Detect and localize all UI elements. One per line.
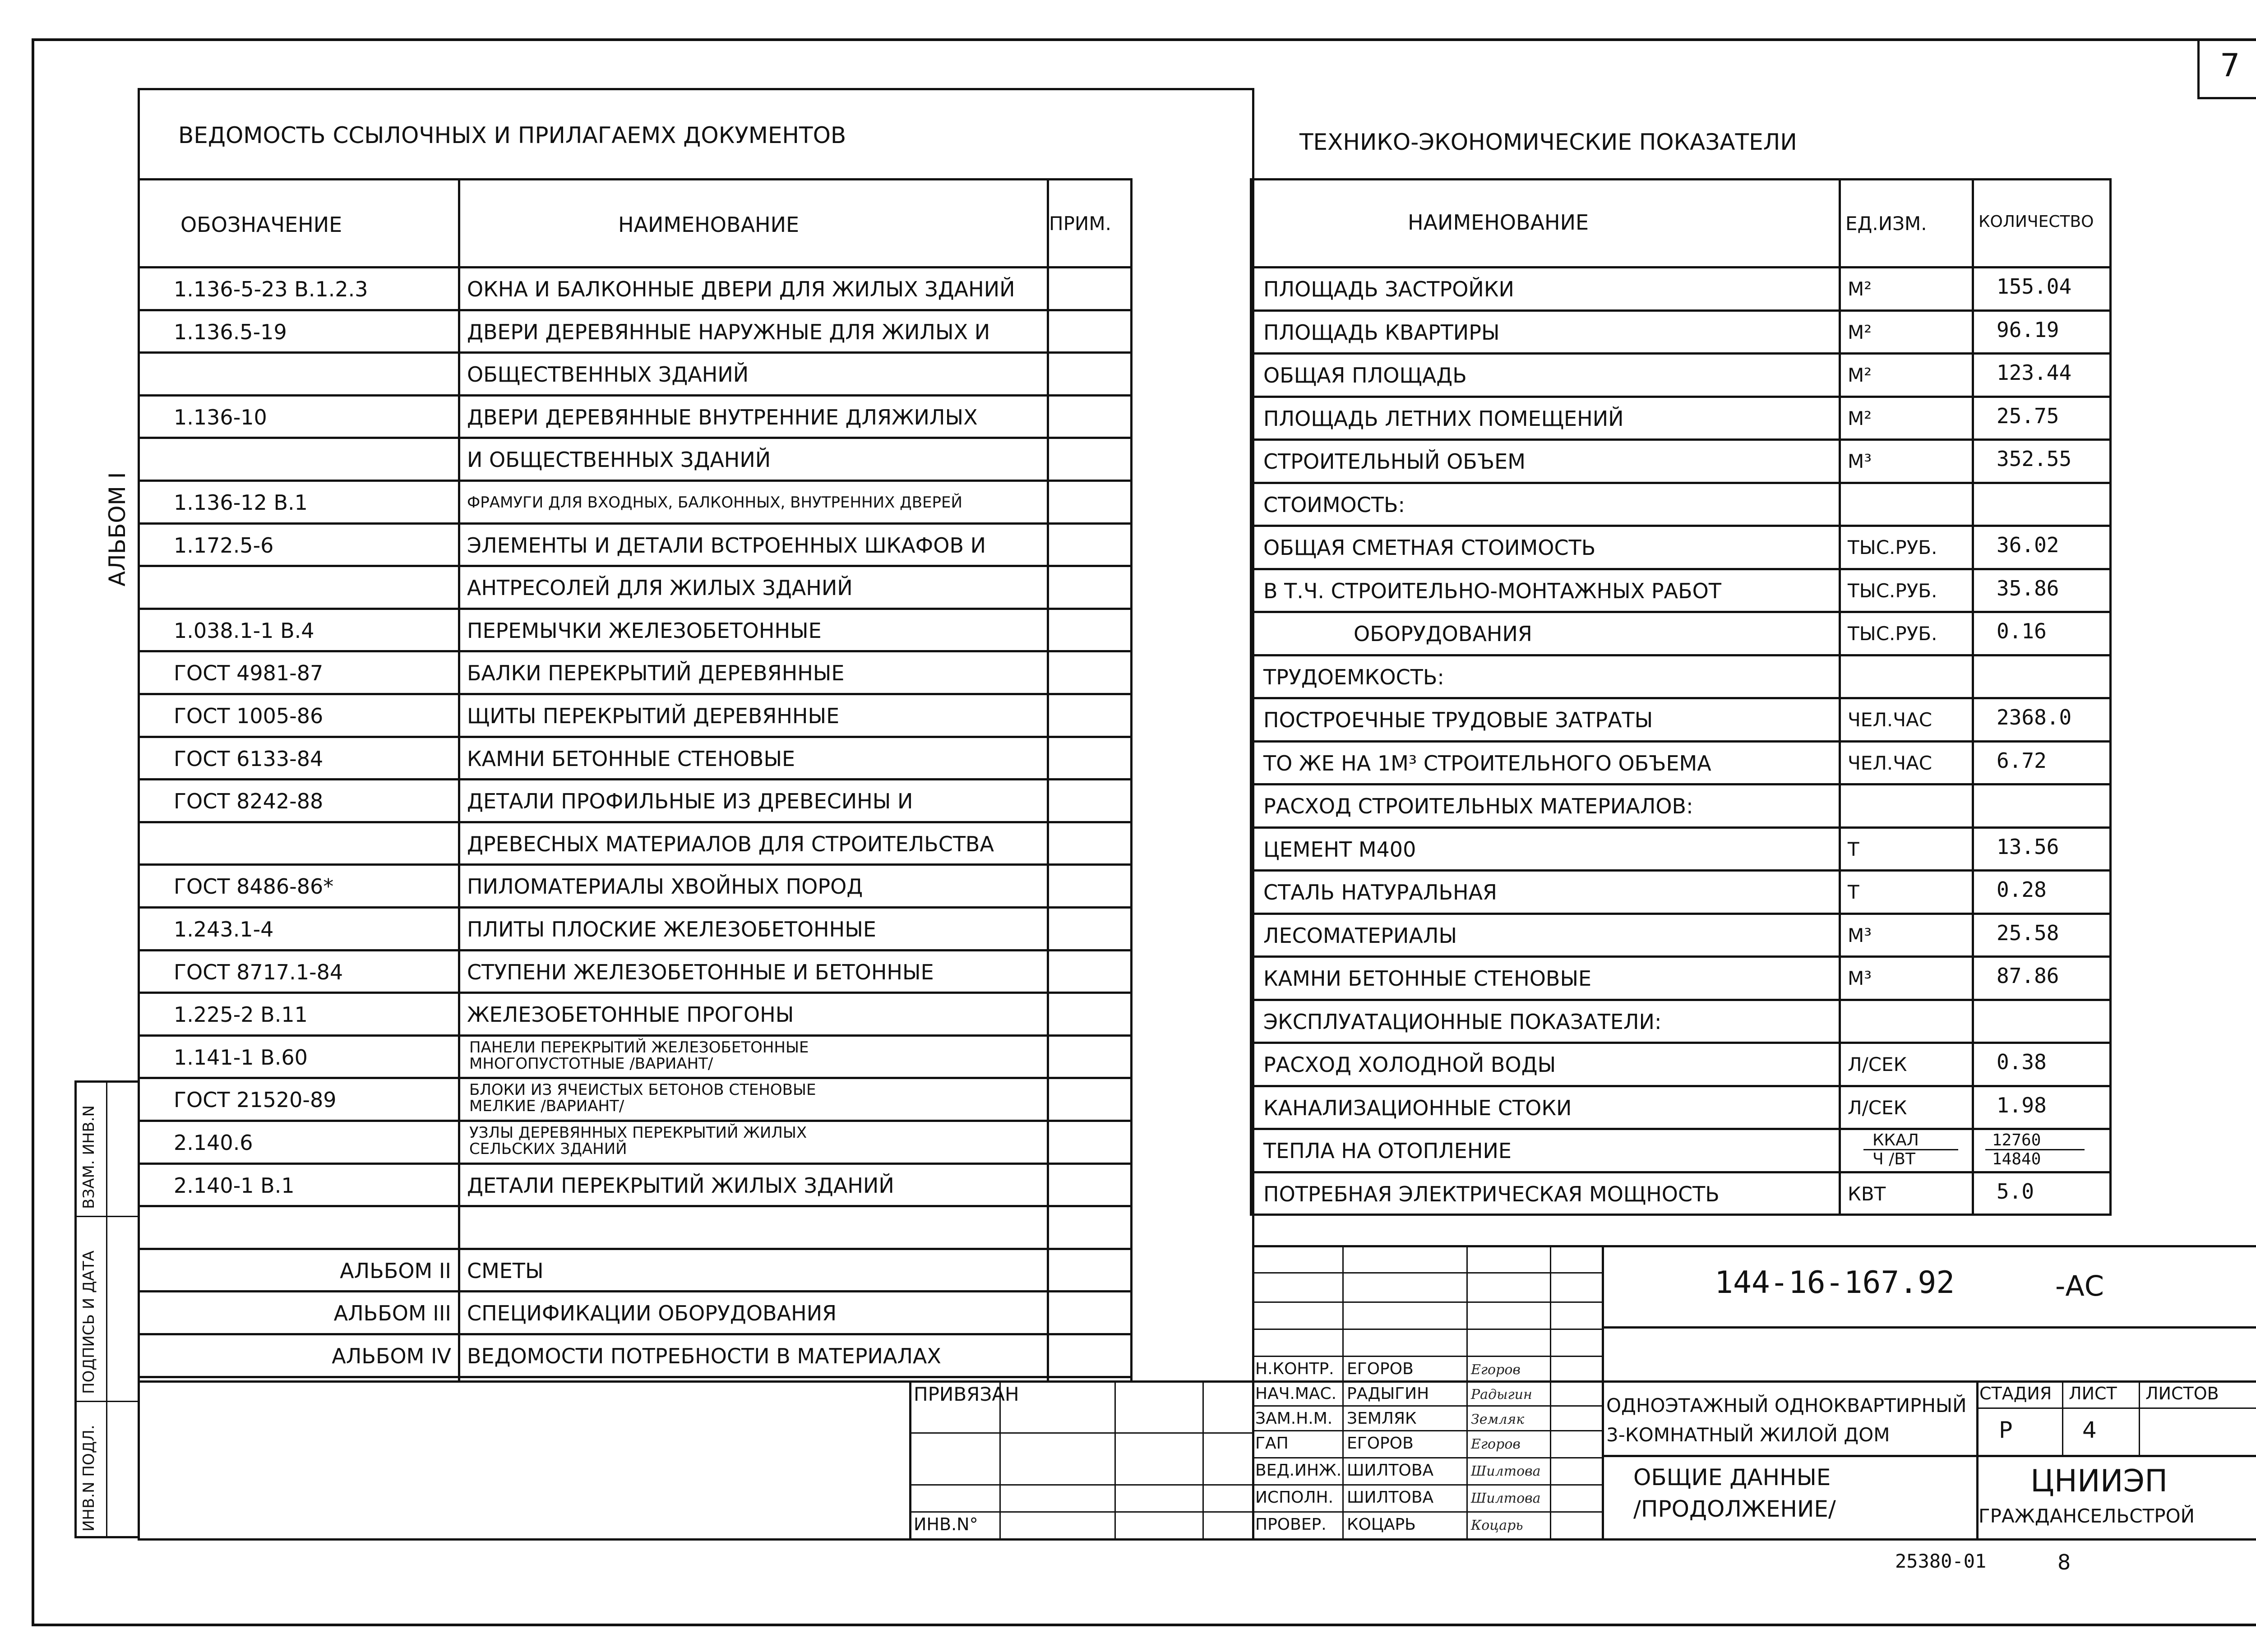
ind-name: КАНАЛИЗАЦИОННЫЕ СТОКИ bbox=[1263, 1096, 1572, 1120]
ind-unit: ТЫС.РУБ. bbox=[1848, 623, 1937, 645]
ind-qty: 352.55 bbox=[1997, 447, 2072, 471]
doc-name-cont: МЕЛКИЕ /ВАРИАНТ/ bbox=[469, 1097, 624, 1115]
ind-row-line bbox=[1250, 783, 2112, 785]
doc-name: КАМНИ БЕТОННЫЕ СТЕНОВЫЕ bbox=[467, 747, 795, 771]
doc-name: ПАНЕЛИ ПЕРЕКРЫТИЙ ЖЕЛЕЗОБЕТОННЫЕ bbox=[469, 1038, 809, 1057]
doc-name: СМЕТЫ bbox=[467, 1259, 544, 1283]
ind-qty: 123.44 bbox=[1997, 360, 2072, 385]
ind-header-qty: КОЛИЧЕСТВО bbox=[1979, 212, 2094, 231]
doc-designation: АЛЬБОМ III bbox=[333, 1301, 451, 1325]
ind-qty: 25.75 bbox=[1997, 404, 2059, 428]
doc-name: ОБЩЕСТВЕННЫХ ЗДАНИЙ bbox=[467, 362, 749, 387]
ind-qty: 25.58 bbox=[1997, 921, 2059, 945]
doc-row-line bbox=[138, 1120, 1130, 1122]
doc-name: ПЕРЕМЫЧКИ ЖЕЛЕЗОБЕТОННЫЕ bbox=[467, 618, 822, 643]
ind-qty: 0.28 bbox=[1997, 877, 2047, 902]
doc-name: ДРЕВЕСНЫХ МАТЕРИАЛОВ ДЛЯ СТРОИТЕЛЬСТВА bbox=[467, 832, 994, 856]
sheets-label: ЛИСТОВ bbox=[2145, 1384, 2219, 1403]
ind-qty: 13.56 bbox=[1997, 835, 2059, 859]
doc-row-line bbox=[138, 778, 1130, 780]
ind-row-line bbox=[1250, 1085, 2112, 1087]
ind-qty: 35.86 bbox=[1997, 576, 2059, 600]
ind-unit-denominator: Ч /ВТ bbox=[1872, 1150, 1915, 1168]
doc-row-line bbox=[138, 906, 1130, 909]
doc-designation: АЛЬБОМ II bbox=[340, 1259, 451, 1283]
ind-row-line bbox=[1250, 955, 2112, 958]
ind-header-unit: ЕД.ИЗМ. bbox=[1845, 212, 1927, 235]
doc-header-name: НАИМЕНОВАНИЕ bbox=[618, 212, 800, 237]
ind-name: ТРУДОЕМКОСТЬ: bbox=[1263, 665, 1444, 689]
ind-name: РАСХОД ХОЛОДНОЙ ВОДЫ bbox=[1263, 1052, 1556, 1077]
doc-designation: 2.140.6 bbox=[174, 1131, 253, 1155]
ind-unit: М³ bbox=[1848, 450, 1872, 472]
role-person: ШИЛТОВА bbox=[1347, 1461, 1434, 1480]
ind-qty: 0.16 bbox=[1997, 619, 2047, 643]
ind-unit: Л/СЕК bbox=[1848, 1097, 1907, 1119]
ind-unit: Л/СЕК bbox=[1848, 1053, 1907, 1075]
doc-name: СТУПЕНИ ЖЕЛЕЗОБЕТОННЫЕ И БЕТОННЫЕ bbox=[467, 960, 934, 984]
ind-unit: ТЫС.РУБ. bbox=[1848, 580, 1937, 602]
doc-row-line bbox=[138, 693, 1130, 695]
doc-row-line bbox=[138, 1205, 1130, 1207]
ind-name: ПОСТРОЕЧНЫЕ ТРУДОВЫЕ ЗАТРАТЫ bbox=[1263, 708, 1653, 732]
doc-row-line bbox=[138, 1248, 1130, 1250]
doc-name: ВЕДОМОСТИ ПОТРЕБНОСТИ В МАТЕРИАЛАХ bbox=[467, 1344, 941, 1368]
doc-designation: АЛЬБОМ IV bbox=[332, 1344, 451, 1368]
signature: Егоров bbox=[1471, 1436, 1521, 1452]
doc-name: ПИЛОМАТЕРИАЛЫ ХВОЙНЫХ ПОРОД bbox=[467, 874, 863, 899]
signature: Земляк bbox=[1471, 1412, 1525, 1427]
doc-name: АНТРЕСОЛЕЙ ДЛЯ ЖИЛЫХ ЗДАНИЙ bbox=[467, 576, 853, 600]
ind-qty: 1.98 bbox=[1997, 1093, 2047, 1117]
role-label: ГАП bbox=[1255, 1434, 1289, 1453]
ind-row-line bbox=[1250, 999, 2112, 1001]
ind-unit: М² bbox=[1848, 407, 1872, 429]
ind-row-line bbox=[1250, 913, 2112, 915]
ind-row-line bbox=[1250, 697, 2112, 699]
ind-name: ПОТРЕБНАЯ ЭЛЕКТРИЧЕСКАЯ МОЩНОСТЬ bbox=[1263, 1182, 1720, 1206]
doc-name: ДЕТАЛИ ПЕРЕКРЫТИЙ ЖИЛЫХ ЗДАНИЙ bbox=[467, 1173, 894, 1198]
footer-code: 25380-01 bbox=[1895, 1550, 1987, 1572]
ind-name: ОБЩАЯ СМЕТНАЯ СТОИМОСТЬ bbox=[1263, 535, 1596, 560]
ind-row-line bbox=[1250, 396, 2112, 398]
ind-row-line bbox=[1250, 740, 2112, 743]
role-person: ЗЕМЛЯК bbox=[1347, 1409, 1417, 1428]
ind-qty: 36.02 bbox=[1997, 533, 2059, 557]
doc-designation: 1.136-10 bbox=[174, 405, 267, 429]
doc-designation: 1.172.5-6 bbox=[174, 533, 274, 558]
sheet-title-line2: /ПРОДОЛЖЕНИЕ/ bbox=[1633, 1496, 1836, 1522]
ind-name: СТРОИТЕЛЬНЫЙ ОБЪЕМ bbox=[1263, 449, 1526, 474]
doc-designation: 1.136-12 В.1 bbox=[174, 490, 308, 515]
doc-name: ПЛИТЫ ПЛОСКИЕ ЖЕЛЕЗОБЕТОННЫЕ bbox=[467, 917, 876, 941]
doc-row-line bbox=[138, 736, 1130, 738]
doc-row-line bbox=[138, 1077, 1130, 1079]
doc-row-line bbox=[138, 437, 1130, 439]
ind-unit: ККАЛ bbox=[1872, 1131, 1919, 1149]
doc-name: БЛОКИ ИЗ ЯЧЕИСТЫХ БЕТОНОВ СТЕНОВЫЕ bbox=[469, 1081, 816, 1099]
ind-row-line bbox=[1250, 309, 2112, 312]
signature: Радыгин bbox=[1471, 1387, 1532, 1403]
doc-row-line bbox=[138, 863, 1130, 866]
doc-row-line bbox=[138, 480, 1130, 482]
doc-row-line bbox=[138, 1290, 1130, 1292]
doc-row-line bbox=[138, 608, 1130, 610]
signature: Шилтова bbox=[1471, 1490, 1541, 1506]
doc-designation: ГОСТ 1005-86 bbox=[174, 704, 324, 728]
ind-header-name: НАИМЕНОВАНИЕ bbox=[1408, 210, 1589, 235]
object-line1: ОДНОЭТАЖНЫЙ ОДНОКВАРТИРНЫЙ bbox=[1606, 1394, 1967, 1417]
doc-designation: ГОСТ 4981-87 bbox=[174, 661, 324, 685]
role-label: ИСПОЛН. bbox=[1255, 1488, 1334, 1507]
doc-name: ДВЕРИ ДЕРЕВЯННЫЕ НАРУЖНЫЕ ДЛЯ ЖИЛЫХ И bbox=[467, 320, 990, 344]
ind-qty: 6.72 bbox=[1997, 748, 2047, 773]
ind-qty: 12760 bbox=[1992, 1131, 2041, 1149]
ind-name: ТО ЖЕ НА 1М³ СТРОИТЕЛЬНОГО ОБЪЕМА bbox=[1263, 751, 1711, 775]
ind-row-line bbox=[1250, 482, 2112, 484]
doc-row-line bbox=[138, 1163, 1130, 1165]
doc-frame-left bbox=[138, 88, 140, 1538]
doc-name-cont: МНОГОПУСТОТНЫЕ /ВАРИАНТ/ bbox=[469, 1055, 713, 1073]
role-person: КОЦАРЬ bbox=[1347, 1515, 1416, 1534]
role-label: ПРОВЕР. bbox=[1255, 1515, 1327, 1534]
signature: Шилтова bbox=[1471, 1463, 1541, 1479]
sheet-label: ЛИСТ bbox=[2069, 1384, 2117, 1403]
doc-row-line bbox=[138, 1034, 1130, 1037]
doc-name: ОКНА И БАЛКОННЫЕ ДВЕРИ ДЛЯ ЖИЛЫХ ЗДАНИЙ bbox=[467, 277, 1015, 301]
ind-row-line bbox=[1250, 1128, 2112, 1130]
ind-name: СТОИМОСТЬ: bbox=[1263, 493, 1405, 517]
doc-name: И ОБЩЕСТВЕННЫХ ЗДАНИЙ bbox=[467, 448, 771, 472]
doc-row-line bbox=[138, 394, 1130, 397]
doc-designation: 1.038.1-1 В.4 bbox=[174, 618, 314, 643]
doc-row-line bbox=[138, 1333, 1130, 1335]
ind-name: ОБЩАЯ ПЛОЩАДЬ bbox=[1263, 363, 1467, 388]
ind-unit: М² bbox=[1848, 321, 1872, 343]
doc-row-line bbox=[138, 1376, 1130, 1378]
role-person: ШИЛТОВА bbox=[1347, 1488, 1434, 1507]
doc-name: ЩИТЫ ПЕРЕКРЫТИЙ ДЕРЕВЯННЫЕ bbox=[467, 704, 840, 728]
sheet-title-line1: ОБЩИЕ ДАННЫЕ bbox=[1633, 1464, 1831, 1490]
footer-number: 8 bbox=[2057, 1550, 2071, 1574]
ind-qty: 87.86 bbox=[1997, 964, 2059, 988]
doc-name: СПЕЦИФИКАЦИИ ОБОРУДОВАНИЯ bbox=[467, 1301, 837, 1325]
object-line2: 3-КОМНАТНЫЙ ЖИЛОЙ ДОМ bbox=[1606, 1424, 1890, 1446]
album-label: АЛЬБОМ I bbox=[104, 472, 130, 586]
ind-name: В Т.Ч. СТРОИТЕЛЬНО-МОНТАЖНЫХ РАБОТ bbox=[1263, 579, 1721, 603]
ind-name: ОБОРУДОВАНИЯ bbox=[1354, 622, 1532, 646]
doc-row-line bbox=[138, 309, 1130, 311]
doc-name: ДЕТАЛИ ПРОФИЛЬНЫЕ ИЗ ДРЕВЕСИНЫ И bbox=[467, 789, 913, 813]
document-code: 144-16-167.92 bbox=[1715, 1265, 1955, 1301]
ind-row-line bbox=[1250, 438, 2112, 441]
ind-row-line bbox=[1250, 826, 2112, 829]
inv-no-label: ИНВ.N° bbox=[914, 1514, 978, 1534]
doc-name: ДВЕРИ ДЕРЕВЯННЫЕ ВНУТРЕННИЕ ДЛЯЖИЛЫХ bbox=[467, 405, 978, 429]
doc-header-note: ПРИМ. bbox=[1049, 212, 1111, 235]
org-line1: ЦНИИЭП bbox=[2030, 1463, 2168, 1499]
doc-designation: 1.136.5-19 bbox=[174, 320, 287, 344]
document-code-suffix: -АС bbox=[2055, 1269, 2104, 1302]
role-label: ВЕД.ИНЖ. bbox=[1255, 1461, 1342, 1480]
ind-name: ТЕПЛА НА ОТОПЛЕНИЕ bbox=[1263, 1139, 1512, 1163]
doc-designation: ГОСТ 6133-84 bbox=[174, 747, 324, 771]
role-person: ЕГОРОВ bbox=[1347, 1434, 1414, 1453]
doc-row-line bbox=[138, 949, 1130, 951]
org-line2: ГРАЖДАНСЕЛЬСТРОЙ bbox=[1979, 1505, 2195, 1527]
ind-row-line bbox=[1250, 611, 2112, 613]
stage-label: СТАДИЯ bbox=[1979, 1384, 2052, 1403]
ind-qty: 2368.0 bbox=[1997, 705, 2072, 729]
ind-unit: ЧЕЛ.ЧАС bbox=[1848, 752, 1932, 774]
doc-row-line bbox=[138, 522, 1130, 525]
ind-unit: М² bbox=[1848, 364, 1872, 386]
role-label: ЗАМ.Н.М. bbox=[1255, 1409, 1333, 1428]
role-label: Н.КОНТР. bbox=[1255, 1360, 1334, 1378]
ind-row-line bbox=[1250, 568, 2112, 570]
ind-qty: 5.0 bbox=[1997, 1179, 2034, 1204]
documents-title: ВЕДОМОСТЬ ССЫЛОЧНЫХ И ПРИЛАГАЕМХ ДОКУМЕНТОВ bbox=[178, 122, 846, 148]
doc-designation: ГОСТ 21520-89 bbox=[174, 1088, 337, 1112]
doc-designation: ГОСТ 8242-88 bbox=[174, 789, 324, 813]
ind-row-line bbox=[1250, 1042, 2112, 1044]
ind-qty-denominator: 14840 bbox=[1992, 1150, 2041, 1168]
doc-name: ФРАМУГИ ДЛЯ ВХОДНЫХ, БАЛКОННЫХ, ВНУТРЕННИХ ДВЕРЕЙ bbox=[467, 494, 962, 512]
ind-row-line bbox=[1250, 654, 2112, 656]
ind-name: СТАЛЬ НАТУРАЛЬНАЯ bbox=[1263, 880, 1498, 904]
ind-qty: 155.04 bbox=[1997, 274, 2072, 299]
ind-row-line bbox=[1250, 525, 2112, 527]
doc-name: ЭЛЕМЕНТЫ И ДЕТАЛИ ВСТРОЕННЫХ ШКАФОВ И bbox=[467, 533, 986, 558]
privyazan-label: ПРИВЯЗАН bbox=[914, 1383, 1019, 1405]
sheet-border bbox=[32, 38, 2256, 1626]
ind-unit: М³ bbox=[1848, 924, 1872, 946]
doc-designation: 1.243.1-4 bbox=[174, 917, 274, 941]
indicators-title: ТЕХНИКО-ЭКОНОМИЧЕСКИЕ ПОКАЗАТЕЛИ bbox=[1299, 129, 1797, 155]
ind-name: ЦЕМЕНТ М400 bbox=[1263, 837, 1416, 862]
ind-row-line bbox=[1250, 1171, 2112, 1173]
signature: Коцарь bbox=[1471, 1518, 1523, 1533]
ind-row-line bbox=[1250, 352, 2112, 355]
ind-unit: КВТ bbox=[1848, 1183, 1886, 1205]
doc-row-line bbox=[138, 650, 1130, 652]
ind-unit: ТЫС.РУБ. bbox=[1848, 536, 1937, 558]
doc-name-cont: СЕЛЬСКИХ ЗДАНИЙ bbox=[469, 1140, 627, 1158]
ind-name: РАСХОД СТРОИТЕЛЬНЫХ МАТЕРИАЛОВ: bbox=[1263, 794, 1693, 818]
ind-name: ПЛОЩАДЬ КВАРТИРЫ bbox=[1263, 320, 1500, 345]
stage-value: Р bbox=[1999, 1417, 2013, 1443]
doc-row-line bbox=[138, 821, 1130, 823]
ind-unit: М² bbox=[1848, 278, 1872, 300]
doc-name: БАЛКИ ПЕРЕКРЫТИЙ ДЕРЕВЯННЫЕ bbox=[467, 661, 845, 685]
doc-designation: 2.140-1 В.1 bbox=[174, 1173, 295, 1198]
ind-name: ЭКСПЛУАТАЦИОННЫЕ ПОКАЗАТЕЛИ: bbox=[1263, 1010, 1662, 1034]
doc-row-line bbox=[138, 351, 1130, 354]
signature: Егоров bbox=[1471, 1362, 1521, 1378]
doc-name: УЗЛЫ ДЕРЕВЯННЫХ ПЕРЕКРЫТИЙ ЖИЛЫХ bbox=[469, 1124, 807, 1142]
ind-qty: 96.19 bbox=[1997, 318, 2059, 342]
doc-designation: 1.136-5-23 В.1.2.3 bbox=[174, 277, 368, 301]
doc-designation: ГОСТ 8486-86* bbox=[174, 874, 334, 899]
role-label: НАЧ.МАС. bbox=[1255, 1384, 1337, 1403]
doc-name: ЖЕЛЕЗОБЕТОННЫЕ ПРОГОНЫ bbox=[467, 1002, 794, 1027]
side-vzam-inv: ВЗАМ. ИНВ.N bbox=[80, 1105, 98, 1209]
ind-qty: 0.38 bbox=[1997, 1050, 2047, 1074]
side-inv-podl: ИНВ.N ПОДЛ. bbox=[80, 1425, 98, 1532]
ind-row-line bbox=[1250, 869, 2112, 872]
ind-name: ЛЕСОМАТЕРИАЛЫ bbox=[1263, 923, 1457, 948]
ind-unit: М³ bbox=[1848, 967, 1872, 989]
doc-designation: 1.225-2 В.11 bbox=[174, 1002, 308, 1027]
ind-name: ПЛОЩАДЬ ЛЕТНИХ ПОМЕЩЕНИЙ bbox=[1263, 406, 1624, 431]
sheet-number: 7 bbox=[2220, 47, 2240, 84]
doc-row-line bbox=[138, 992, 1130, 994]
side-podpis-data: ПОДПИСЬ И ДАТА bbox=[80, 1251, 98, 1394]
doc-frame-top bbox=[138, 88, 1252, 90]
doc-designation: ГОСТ 8717.1-84 bbox=[174, 960, 343, 984]
ind-name: КАМНИ БЕТОННЫЕ СТЕНОВЫЕ bbox=[1263, 966, 1592, 991]
role-person: РАДЫГИН bbox=[1347, 1384, 1429, 1403]
ind-unit: Т bbox=[1848, 838, 1859, 860]
doc-row-line bbox=[138, 565, 1130, 567]
doc-designation: 1.141-1 В.60 bbox=[174, 1045, 308, 1070]
ind-unit: Т bbox=[1848, 881, 1859, 903]
sheet-value: 4 bbox=[2082, 1417, 2097, 1443]
doc-header-designation: ОБОЗНАЧЕНИЕ bbox=[180, 212, 342, 237]
role-person: ЕГОРОВ bbox=[1347, 1360, 1414, 1378]
ind-name: ПЛОЩАДЬ ЗАСТРОЙКИ bbox=[1263, 277, 1514, 301]
ind-unit: ЧЕЛ.ЧАС bbox=[1848, 709, 1932, 731]
